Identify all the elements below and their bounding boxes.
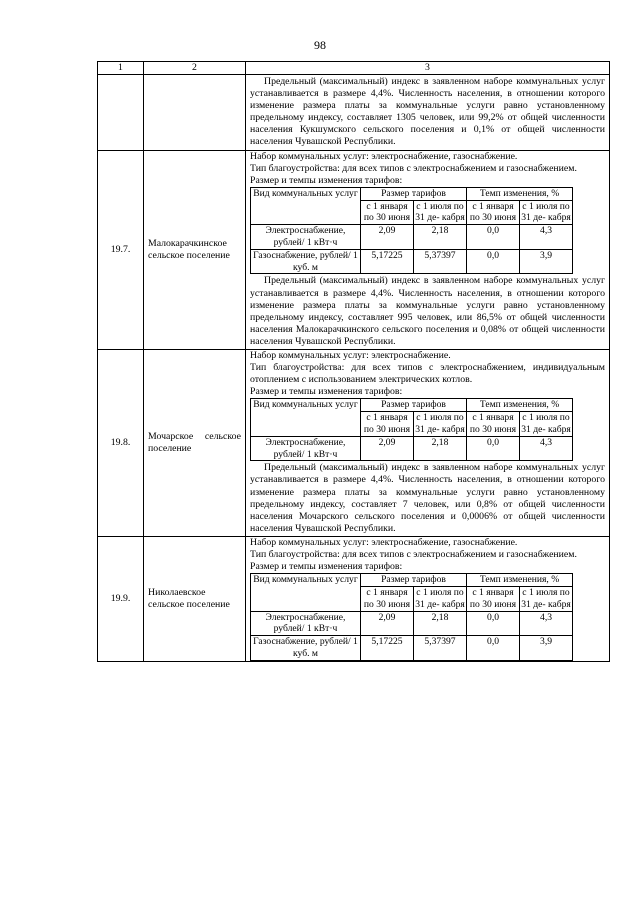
tariff-rate-h1: 0,0 xyxy=(467,436,520,461)
tariff-rate-h1: 0,0 xyxy=(467,225,520,250)
tariff-row xyxy=(251,636,573,661)
service-set: Набор коммунальных услуг: электроснабжение, газоснабжение. xyxy=(250,150,518,162)
settlement-row xyxy=(98,536,610,661)
tariff-header-period-2: с 1 июля по 31 де- кабря xyxy=(521,412,571,435)
tariff-rate-h2: 4,3 xyxy=(520,611,573,636)
tariff-service-name: Электроснабжение, рублей/ 1 кВт·ч xyxy=(251,611,361,636)
tariff-service-name: Электроснабжение, рублей/ 1 кВт·ч xyxy=(251,225,361,250)
settlement-row xyxy=(98,349,610,536)
tariff-value-h2: 5,37397 xyxy=(414,636,467,661)
tariff-value-h1: 2,09 xyxy=(361,611,414,636)
tariff-rate-h2: 4,3 xyxy=(520,225,573,250)
header-col-1: 1 xyxy=(98,62,144,75)
tariff-header-rate: Темп изменения, % xyxy=(467,399,573,412)
row-number: 19.7. xyxy=(98,150,144,349)
tariff-row xyxy=(251,611,573,636)
tariff-rate-h2: 4,3 xyxy=(520,436,573,461)
header-row xyxy=(98,62,610,75)
settlement-name: Мочарское сельское поселение xyxy=(144,349,246,536)
tariff-header-rate: Темп изменения, % xyxy=(467,187,573,200)
index-paragraph: Предельный (максимальный) индекс в заявленном наборе коммунальных услуг устанавливается в размере 4,4%. Численность населения, в отношении которого изменение размера платы за коммунальные услуги равно установленному предельному индексу, составляет 7 человек, или 0,8% от общей численности населения Мочарского сельского поселения и 0,0006% от общей численности населения Чувашской Республики. xyxy=(250,462,605,534)
tariff-value-h1: 5,17225 xyxy=(361,249,414,274)
tariff-service-name: Электроснабжение, рублей/ 1 кВт·ч xyxy=(251,436,361,461)
tariff-header-kind: Вид коммунальных услуг xyxy=(251,574,361,611)
tariff-rate-h2: 3,9 xyxy=(520,636,573,661)
tariff-value-h1: 2,09 xyxy=(361,436,414,461)
tariff-value-h1: 2,09 xyxy=(361,225,414,250)
main-table xyxy=(97,61,610,662)
row-number: 19.8. xyxy=(98,349,144,536)
tariff-header-period-1: с 1 января по 30 июня xyxy=(467,412,520,437)
tariff-value-h2: 2,18 xyxy=(414,436,467,461)
tariff-header-period-2: с 1 июля по 31 де- кабря xyxy=(521,200,571,224)
tariff-header-period-1: с 1 января по 30 июня xyxy=(467,586,520,611)
tariff-header-period-2: с 1 июля по 31 де- кабря xyxy=(415,586,465,610)
tariff-caption: Размер и темпы изменения тарифов: xyxy=(250,174,403,186)
tariff-service-name: Газоснабжение, рублей/ 1 куб. м xyxy=(251,636,361,661)
tariff-service-name: Газоснабжение, рублей/ 1 куб. м xyxy=(251,249,361,274)
tariff-value-h2: 2,18 xyxy=(414,611,467,636)
tariff-header-period-1: с 1 января по 30 июня xyxy=(467,200,520,225)
tariff-table xyxy=(250,187,573,275)
tariff-caption: Размер и темпы изменения тарифов: xyxy=(250,386,403,398)
tariff-header-size: Размер тарифов xyxy=(361,574,467,587)
header-col-3: 3 xyxy=(246,62,610,75)
tariff-header-period-2: с 1 июля по 31 де- кабря xyxy=(521,586,571,610)
settlement-name: Николаевское сельское поселение xyxy=(144,536,246,661)
tariff-table xyxy=(250,398,573,461)
tariff-header-kind: Вид коммунальных услуг xyxy=(251,187,361,224)
tariff-rate-h1: 0,0 xyxy=(467,611,520,636)
tariff-rate-h1: 0,0 xyxy=(467,636,520,661)
tariff-header-period-1: с 1 января по 30 июня xyxy=(361,586,414,611)
tariff-rate-h2: 3,9 xyxy=(520,249,573,274)
tariff-header-period-1: с 1 января по 30 июня xyxy=(361,200,414,225)
improvement-type: Тип благоустройства: для всех типов с электроснабжением и газоснабжением. xyxy=(250,549,577,560)
service-set: Набор коммунальных услуг: электроснабжение. xyxy=(250,349,451,361)
page-number: 98 xyxy=(314,38,326,52)
continuation-paragraph: Предельный (максимальный) индекс в заявленном наборе коммунальных услуг устанавливается в размере 4,4%. Численность населения, в отношении которого изменение размера платы за коммунальные услуги равно установленному предельному индексу, составляет 1305 человек, или 99,2% от общей численности населения Кукшумского сельского поселения и 0,1% от общей численности населения Чувашской Республики. xyxy=(250,76,605,148)
tariff-value-h1: 5,17225 xyxy=(361,636,414,661)
tariff-header-kind: Вид коммунальных услуг xyxy=(251,399,361,436)
index-paragraph: Предельный (максимальный) индекс в заявленном наборе коммунальных услуг устанавливается в размере 4,4%. Численность населения, в отношении которого изменение размера платы за коммунальные услуги равно установленному предельному индексу, составляет 995 человек, или 86,5% от общей численности населения Малокарачкинского сельского поселения и 0,08% от общей численности населения Чувашской Республики. xyxy=(250,275,605,347)
continuation-row xyxy=(98,75,610,151)
tariff-header-period-1: с 1 января по 30 июня xyxy=(361,412,414,437)
tariff-caption: Размер и темпы изменения тарифов: xyxy=(250,561,403,573)
improvement-type: Тип благоустройства: для всех типов с электроснабжением и газоснабжением. xyxy=(250,162,577,174)
header-col-2: 2 xyxy=(144,62,246,75)
tariff-value-h2: 2,18 xyxy=(414,225,467,250)
settlement-row xyxy=(98,150,610,349)
settlement-name: Малокарачкинское сельское поселение xyxy=(144,150,246,349)
row-number: 19.9. xyxy=(98,536,144,661)
tariff-header-size: Размер тарифов xyxy=(361,399,467,412)
tariff-row xyxy=(251,436,573,461)
tariff-rate-h1: 0,0 xyxy=(467,249,520,274)
tariff-row xyxy=(251,249,573,274)
tariff-row xyxy=(251,225,573,250)
service-set: Набор коммунальных услуг: электроснабжение, газоснабжение. xyxy=(250,536,518,548)
improvement-type: Тип благоустройства: для всех типов с электроснабжением, индивидуальным отоплением с использованием электрических котлов. xyxy=(250,362,605,386)
tariff-header-size: Размер тарифов xyxy=(361,187,467,200)
tariff-value-h2: 5,37397 xyxy=(414,249,467,274)
tariff-header-period-2: с 1 июля по 31 де- кабря xyxy=(415,412,465,435)
tariff-table xyxy=(250,573,573,661)
tariff-header-period-2: с 1 июля по 31 де- кабря xyxy=(415,200,465,224)
tariff-header-rate: Темп изменения, % xyxy=(467,574,573,587)
